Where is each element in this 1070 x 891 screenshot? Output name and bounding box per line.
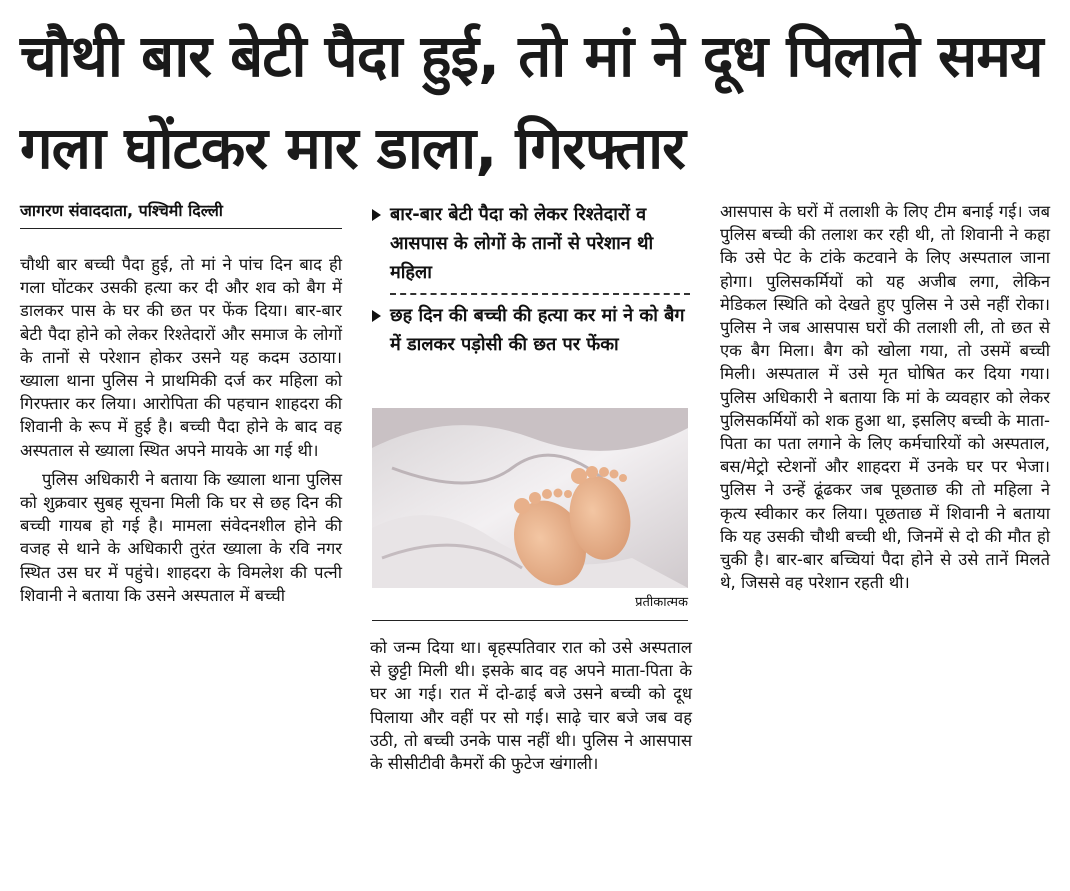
- photo-caption: प्रतीकात्मक: [635, 595, 688, 610]
- pullquote-text: बार-बार बेटी पैदा को लेकर रिश्तेदारों व आसपास के लोगों के तानों से परेशान थी महिला: [390, 204, 654, 283]
- article-paragraph: को जन्म दिया था। बृहस्पतिवार रात को उसे अस्पताल से छुट्टी मिली थी। इसके बाद वह अपने माता-पिता के घर आ गई। रात में दो-ढाई बजे उसने बच्ची को दूध पिलाया और वहीं पर सो गई। साढ़े चार बजे जब वह उठी, तो बच्ची उनके पास नहीं थी। पुलिस ने आसपास के सीसीटीवी कैमरों की फुटेज खंगाली।: [370, 638, 692, 774]
- headline: चौथी बार बेटी पैदा हुई, तो मां ने दूध पिलाते समय गला घोंटकर मार डाला, गिरफ्तार: [20, 22, 1043, 182]
- pullquote-box: [370, 200, 690, 359]
- article-column-2: [370, 636, 692, 781]
- pullquote: [370, 200, 690, 287]
- article-column-3: [720, 200, 1050, 600]
- pullquote: [370, 301, 690, 359]
- article-paragraph: पुलिस अधिकारी ने बताया कि ख्याला थाना पुलिस को शुक्रवार सुबह सूचना मिली कि घर से छह दिन की बच्ची गायब हो गई है। मामला संवेदनशील होने की वजह से थाने के अधिकारी तुरंत ख्याला के रवि नगर स्थित उस घर में पहुंचे। शाहदरा के विमलेश की पत्नी शिवानी ने बताया कि उसने अस्पताल में बच्ची: [20, 469, 342, 605]
- pullquote-text: छह दिन की बच्ची की हत्या कर मां ने को बैग में डालकर पड़ोसी की छत पर फेंका: [390, 305, 685, 355]
- article-column-1: [20, 200, 342, 613]
- caption-divider: [372, 620, 688, 621]
- byline: जागरण संवाददाता, पश्चिमी दिल्ली: [20, 200, 342, 229]
- triangle-bullet-icon: [372, 209, 381, 221]
- baby-feet-photo: [372, 408, 688, 588]
- triangle-bullet-icon: [372, 310, 381, 322]
- dashed-divider: [390, 293, 690, 295]
- article-paragraph: चौथी बार बच्ची पैदा हुई, तो मां ने पांच दिन बाद ही गला घोंटकर उसकी हत्या कर दी और शव को बैग में डालकर पास के घर की छत पर फेंक दिया। बार-बार बेटी पैदा होने को लेकर रिश्तेदारों और समाज के लोगों के तानों से परेशान होकर उसने यह कदम उठाया। ख्याला थाना पुलिस ने प्राथमिकी दर्ज कर महिला को गिरफ्तार कर लिया। आरोपिता की पहचान शाहदरा की शिवानी के रूप में हुई है। बच्ची पैदा होने के बाद वह अस्पताल से ख्याला स्थित अपने मायके आ गई थी।: [20, 255, 342, 460]
- article-paragraph: आसपास के घरों में तलाशी के लिए टीम बनाई गई। जब पुलिस बच्ची की तलाश कर रही थी, तो शिवानी ने कहा कि उसे पेट के टांके कटवाने के लिए अस्पताल जाना होगा। पुलिसकर्मियों को यह अजीब लगा, लेकिन मेडिकल स्थिति को देखते हुए पुलिस ने उसे नहीं रोका। पुलिस ने जब आसपास घरों की तलाशी ली, तो छत से एक बैग मिला। बैग को खोला गया, तो उसमें बच्ची मिली। अस्पताल में उसे मृत घोषित कर दिया गया। पुलिस अधिकारी ने बताया कि मां के व्यवहार को लेकर पुलिसकर्मियों को शक हुआ था, इसलिए बच्ची के माता-पिता का पता लगाने के लिए कर्मचारियों को अस्पताल, बस/मेट्रो स्टेशनों और शाहदरा में उनके घर पर भेजा। पुलिस ने उन्हें ढूंढकर जब पूछताछ की तो महिला ने कृत्य स्वीकार कर लिया। पूछताछ में शिवानी ने बताया कि यह उसकी चौथी बच्ची थी, जिनमें से दो की मौत हो चुकी है। बार-बार बच्चियां पैदा होने से उसे तानें मिलते थे, जिससे वह परेशान रहती थी।: [720, 202, 1050, 593]
